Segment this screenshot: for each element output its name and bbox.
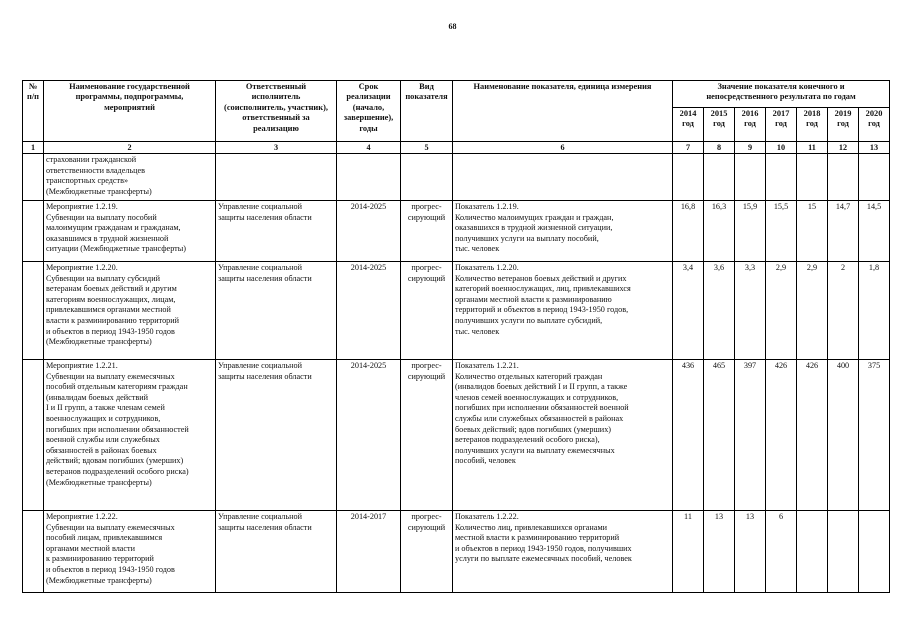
row-name: страховании гражданской ответственности владельцев транспортных средств» (Межбюджетные трансферты): [44, 154, 216, 201]
row-indicator: Показатель 1.2.21. Количество отдельных категорий граждан (инвалидов боевых действий I и II групп, а также членов семей военнослужащих и сотрудников, погибших при исполнении обязанностей военной службы или служебных обязанностей в районах боевых действий; вдов погибших (умерших) ветеранов подразделений особого риска), получивших услуги на выплату ежемесячных пособий, человек: [453, 360, 673, 511]
row-value: 426: [797, 360, 828, 511]
row-value: 14,5: [859, 201, 890, 262]
header-year: 2017 год: [766, 108, 797, 142]
table-row: [23, 154, 890, 201]
row-value: 14,7: [828, 201, 859, 262]
row-value: 6: [766, 511, 797, 593]
column-number: 1: [23, 142, 44, 154]
header-year: 2020 год: [859, 108, 890, 142]
row-name: Мероприятие 1.2.20. Субвенции на выплату субсидий ветеранам боевых действий и другим категориям военнослужащих, лицам, привлекавшимся органами местной власти к разминированию территорий и объектов в период 1943-1950 годов (Межбюджетные трансферты): [44, 262, 216, 360]
header-num: № п/п: [23, 81, 44, 142]
row-indicator: Показатель 1.2.20. Количество ветеранов боевых действий и других категорий военнослужащих, лиц, привлекавшихся органами местной власти к разминированию территорий и объектов в период 1943-1950 годов, получивших услуги по выплате субсидий, тыс. человек: [453, 262, 673, 360]
header-term: Срок реализации (начало, завершение), годы: [337, 81, 401, 142]
row-indicator: Показатель 1.2.22. Количество лиц, привлекавшихся органами местной власти к разминированию территорий и объектов в период 1943-1950 годов, получивших услуги по выплате ежемесячных пособий, человек: [453, 511, 673, 593]
row-indicator: Показатель 1.2.19. Количество малоимущих граждан и граждан, оказавшихся в трудной жизненной ситуации, получивших услуги на выплату пособий, тыс. человек: [453, 201, 673, 262]
row-num: [23, 511, 44, 593]
row-executor: Управление социальной защиты населения области: [216, 511, 337, 593]
row-value: 426: [766, 360, 797, 511]
row-value: 465: [704, 360, 735, 511]
row-executor: Управление социальной защиты населения области: [216, 201, 337, 262]
row-value: 11: [673, 511, 704, 593]
row-value: 375: [859, 360, 890, 511]
row-value: [797, 511, 828, 593]
row-value: 13: [735, 511, 766, 593]
row-executor: [216, 154, 337, 201]
table-row: [23, 262, 890, 360]
header-year: 2014 год: [673, 108, 704, 142]
row-value: 3,6: [704, 262, 735, 360]
row-value: 2,9: [766, 262, 797, 360]
row-value: 15: [797, 201, 828, 262]
header-year: 2016 год: [735, 108, 766, 142]
row-type: прогрес- сирующий: [401, 201, 453, 262]
row-value: [859, 511, 890, 593]
header-executor: Ответственный исполнитель (соисполнитель, участник), ответственный за реализацию: [216, 81, 337, 142]
row-value: 16,3: [704, 201, 735, 262]
row-num: [23, 201, 44, 262]
row-value: 16,8: [673, 201, 704, 262]
header-year: 2015 год: [704, 108, 735, 142]
row-name: Мероприятие 1.2.21. Субвенции на выплату ежемесячных пособий отдельным категориям граждан (инвалидам боевых действий I и II групп, а также членам семей военнослужащих и сотрудников, погибших при исполнении обязанностей военной службы или служебных обязанностей в районах боевых действий; вдовам погибших (умерших) ветеранов подразделений особого риска) (Межбюджетные трансферты): [44, 360, 216, 511]
column-number: 7: [673, 142, 704, 154]
row-value: [673, 154, 704, 201]
row-value: 400: [828, 360, 859, 511]
column-number: 4: [337, 142, 401, 154]
row-value: [704, 154, 735, 201]
row-value: 13: [704, 511, 735, 593]
row-num: [23, 360, 44, 511]
row-num: [23, 154, 44, 201]
header-year: 2018 год: [797, 108, 828, 142]
row-num: [23, 262, 44, 360]
row-value: [797, 154, 828, 201]
row-value: 397: [735, 360, 766, 511]
column-number: 5: [401, 142, 453, 154]
row-term: 2014-2025: [337, 262, 401, 360]
table-row: [23, 201, 890, 262]
row-value: 1,8: [859, 262, 890, 360]
column-number: 10: [766, 142, 797, 154]
row-value: [859, 154, 890, 201]
row-type: [401, 154, 453, 201]
indicators-table: [22, 80, 890, 593]
row-value: 436: [673, 360, 704, 511]
header-name: Наименование государственной программы, подпрограммы, мероприятий: [44, 81, 216, 142]
column-number: 9: [735, 142, 766, 154]
column-number: 6: [453, 142, 673, 154]
table-row: [23, 511, 890, 593]
column-number: 2: [44, 142, 216, 154]
column-number: 8: [704, 142, 735, 154]
row-term: 2014-2017: [337, 511, 401, 593]
header-row: [23, 81, 890, 108]
row-type: прогрес- сирующий: [401, 360, 453, 511]
header-values-group: Значение показателя конечного и непосредственного результата по годам: [673, 81, 890, 108]
row-value: 15,5: [766, 201, 797, 262]
row-type: прогрес- сирующий: [401, 511, 453, 593]
row-executor: Управление социальной защиты населения области: [216, 360, 337, 511]
header-indicator: Наименование показателя, единица измерения: [453, 81, 673, 142]
page-number: 68: [448, 22, 457, 31]
row-value: 2: [828, 262, 859, 360]
column-number: 13: [859, 142, 890, 154]
row-value: 3,4: [673, 262, 704, 360]
row-name: Мероприятие 1.2.22. Субвенции на выплату ежемесячных пособий лицам, привлекавшимся органами местной власти к разминированию территорий и объектов в период 1943-1950 годов (Межбюджетные трансферты): [44, 511, 216, 593]
row-value: [735, 154, 766, 201]
row-term: [337, 154, 401, 201]
column-number: 12: [828, 142, 859, 154]
row-executor: Управление социальной защиты населения области: [216, 262, 337, 360]
row-term: 2014-2025: [337, 201, 401, 262]
row-value: 15,9: [735, 201, 766, 262]
row-value: 3,3: [735, 262, 766, 360]
header-type: Вид показателя: [401, 81, 453, 142]
row-name: Мероприятие 1.2.19. Субвенции на выплату пособий малоимущим гражданам и гражданам, оказавшимся в трудной жизненной ситуации (Межбюджетные трансферты): [44, 201, 216, 262]
table-row: [23, 360, 890, 511]
row-value: 2,9: [797, 262, 828, 360]
column-number: 3: [216, 142, 337, 154]
row-value: [766, 154, 797, 201]
row-term: 2014-2025: [337, 360, 401, 511]
row-value: [828, 511, 859, 593]
row-indicator: [453, 154, 673, 201]
row-value: [828, 154, 859, 201]
header-year: 2019 год: [828, 108, 859, 142]
column-number: 11: [797, 142, 828, 154]
column-numbers-row: [23, 142, 890, 154]
row-type: прогрес- сирующий: [401, 262, 453, 360]
